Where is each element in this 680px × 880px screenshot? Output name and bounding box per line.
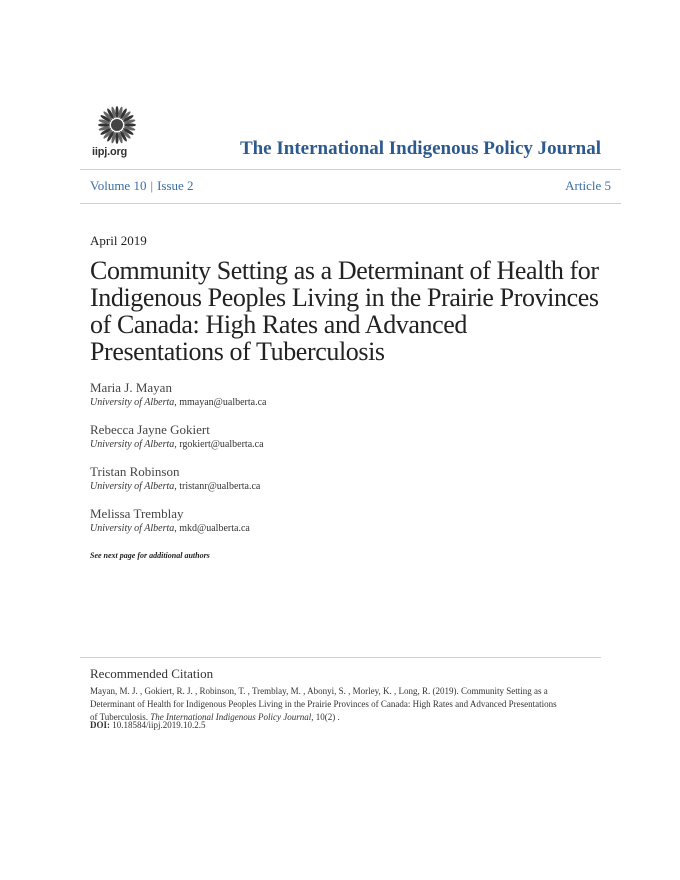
doi-value[interactable]: 10.18584/iipj.2019.10.2.5 bbox=[110, 720, 206, 730]
author-name[interactable]: Tristan Robinson bbox=[90, 464, 180, 479]
author-email: , rgokiert@ualberta.ca bbox=[174, 439, 264, 450]
author-name[interactable]: Maria J. Mayan bbox=[90, 380, 172, 395]
author-affiliation bbox=[90, 396, 266, 410]
volume-link[interactable]: Volume 10 bbox=[90, 178, 147, 193]
author-email: , mkd@ualberta.ca bbox=[174, 523, 250, 534]
sun-flower-icon bbox=[92, 104, 142, 146]
header-divider bbox=[80, 169, 621, 170]
title-line: of Canada: High Rates and Advanced bbox=[90, 310, 468, 339]
see-next-page-note: See next page for additional authors bbox=[90, 551, 210, 560]
author-affiliation bbox=[90, 438, 266, 452]
author-list bbox=[90, 380, 266, 548]
citation-journal: The International Indigenous Policy Journal, bbox=[150, 712, 314, 722]
citation-line: Mayan, M. J. , Gokiert, R. J. , Robinson, T. , Tremblay, M. , Abonyi, S. , Morley, K. , Long, R. (2019). Community Setting as a bbox=[90, 686, 548, 696]
journal-title[interactable]: The International Indigenous Policy Journal bbox=[239, 138, 601, 159]
journal-logo[interactable] bbox=[92, 104, 142, 162]
author-affiliation bbox=[90, 480, 266, 494]
doi-label: DOI: bbox=[90, 720, 110, 730]
citation-volume: 10(2) . bbox=[313, 712, 340, 722]
title-line: Indigenous Peoples Living in the Prairie Provinces bbox=[90, 283, 599, 312]
separator: | bbox=[150, 178, 154, 193]
volume-issue bbox=[90, 178, 194, 194]
author-name[interactable]: Melissa Tremblay bbox=[90, 506, 184, 521]
citation-divider bbox=[80, 657, 601, 658]
author-entry bbox=[90, 506, 266, 536]
author-email: , mmayan@ualberta.ca bbox=[174, 397, 267, 408]
title-line: Community Setting as a Determinant of Health for bbox=[90, 256, 599, 285]
publication-date: April 2019 bbox=[90, 233, 147, 248]
author-entry bbox=[90, 464, 266, 494]
citation-text-pre: of Tuberculosis. bbox=[90, 712, 151, 722]
recommended-citation-heading: Recommended Citation bbox=[90, 666, 214, 681]
citation-line: Determinant of Health for Indigenous Peoples Living in the Prairie Provinces of Canada: High Rates and Advanced Presentations bbox=[90, 699, 557, 709]
volume-divider bbox=[80, 203, 621, 204]
article-link[interactable]: Article 5 bbox=[565, 178, 611, 193]
author-institution: University of Alberta bbox=[90, 523, 175, 534]
issue-link[interactable]: Issue 2 bbox=[157, 178, 194, 193]
author-entry bbox=[90, 422, 266, 452]
author-affiliation bbox=[90, 522, 266, 536]
doi-line bbox=[90, 720, 206, 730]
author-institution: University of Alberta bbox=[90, 481, 175, 492]
title-line: Presentations of Tuberculosis bbox=[90, 337, 385, 366]
author-name[interactable]: Rebecca Jayne Gokiert bbox=[90, 422, 210, 437]
author-entry bbox=[90, 380, 266, 410]
citation-text bbox=[90, 685, 590, 724]
author-institution: University of Alberta bbox=[90, 397, 175, 408]
author-institution: University of Alberta bbox=[90, 439, 175, 450]
article-title bbox=[90, 257, 610, 365]
author-email: , tristanr@ualberta.ca bbox=[174, 481, 261, 492]
logo-text: iipj.org bbox=[92, 146, 128, 158]
